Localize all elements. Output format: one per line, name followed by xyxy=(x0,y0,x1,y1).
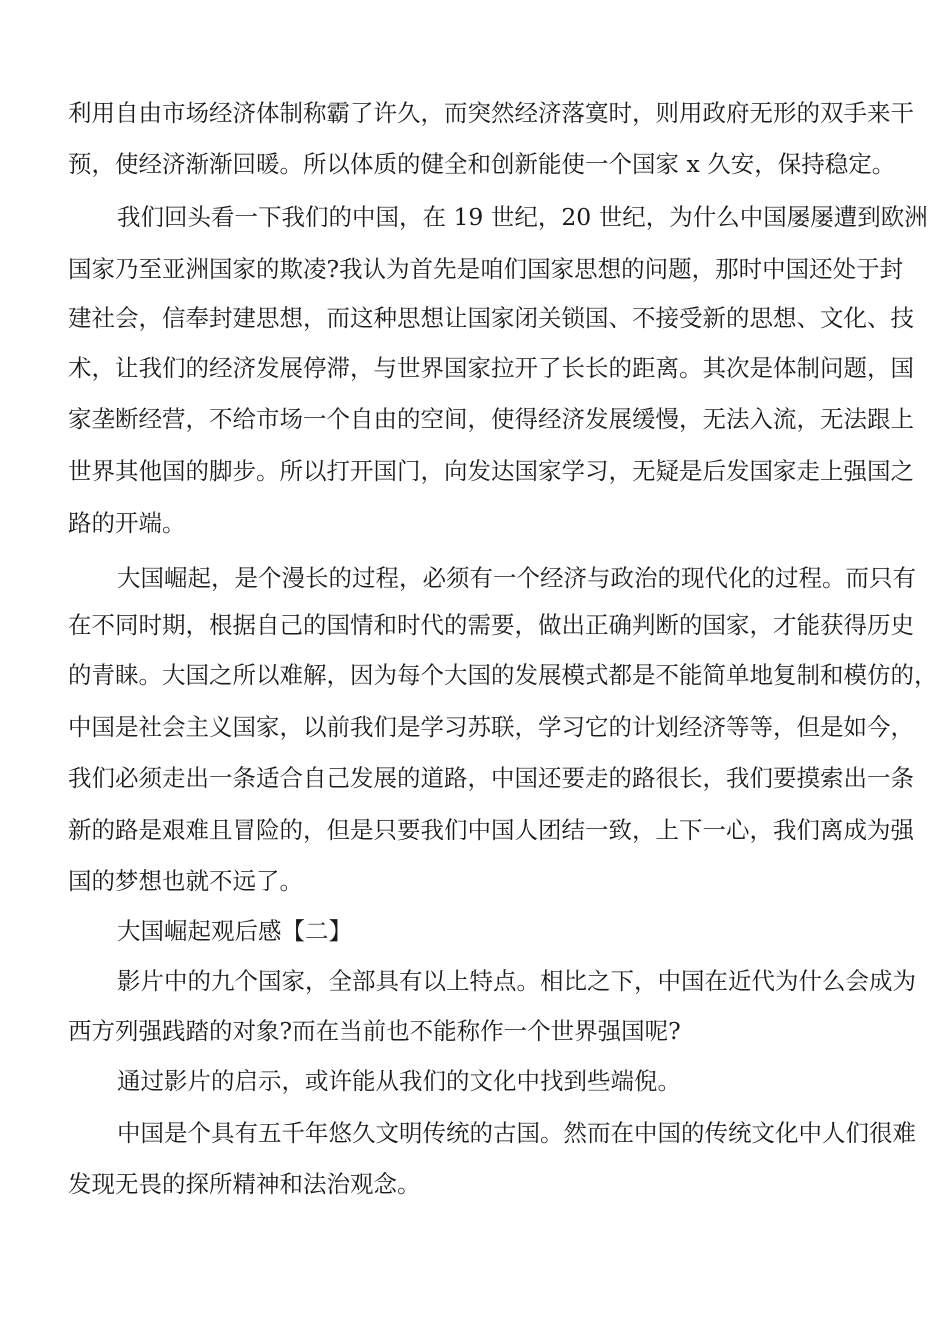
text-line: 我们必须走出一条适合自己发展的道路，中国还要走的路很长，我们要摸索出一条 xyxy=(68,764,914,792)
text-line: 中国是社会主义国家，以前我们是学习苏联，学习它的计划经济等等，但是如今， xyxy=(68,713,914,741)
paragraph-first-line: 影片中的九个国家，全部具有以上特点。相比之下，中国在近代为什么会成为 xyxy=(117,967,916,995)
text-line: 新的路是艰难且冒险的，但是只要我们中国人团结一致，上下一心，我们离成为强 xyxy=(68,816,914,844)
text-line: 国家乃至亚洲国家的欺凌?我认为首先是咱们国家思想的问题，那时中国还处于封 xyxy=(68,255,904,283)
text-line: 世界其他国的脚步。所以打开国门，向发达国家学习，无疑是后发国家走上强国之 xyxy=(68,457,914,485)
paragraph-first-line: 我们回头看一下我们的中国，在 19 世纪，20 世纪，为什么中国屡屡遭到欧洲 xyxy=(117,203,928,231)
text-line: 西方列强践踏的对象?而在当前也不能称作一个世界强国呢? xyxy=(68,1017,681,1045)
text-line: 建社会，信奉封建思想，而这种思想让国家闭关锁国、不接受新的思想、文化、技 xyxy=(68,304,914,332)
text-line: 发现无畏的探所精神和法治观念。 xyxy=(68,1170,421,1198)
text-line: 家垄断经营，不给市场一个自由的空间，使得经济发展缓慢，无法入流，无法跟上 xyxy=(68,405,914,433)
text-line: 预，使经济渐渐回暖。所以体质的健全和创新能使一个国家 x 久安，保持稳定。 xyxy=(68,150,896,178)
text-line: 路的开端。 xyxy=(68,509,186,537)
paragraph-first-line: 通过影片的启示，或许能从我们的文化中找到些端倪。 xyxy=(117,1067,681,1095)
text-line: 在不同时期，根据自己的国情和时代的需要，做出正确判断的国家，才能获得历史 xyxy=(68,611,914,639)
text-line: 的青睐。大国之所以难解，因为每个大国的发展模式都是不能简单地复制和模仿的， xyxy=(68,661,938,689)
text-line: 国的梦想也就不远了。 xyxy=(68,867,303,895)
text-line: 术，让我们的经济发展停滞，与世界国家拉开了长长的距离。其次是体制问题，国 xyxy=(68,354,914,382)
paragraph-first-line: 中国是个具有五千年悠久文明传统的古国。然而在中国的传统文化中人们很难 xyxy=(117,1119,916,1147)
paragraph-first-line: 大国崛起，是个漫长的过程，必须有一个经济与政治的现代化的过程。而只有 xyxy=(117,564,916,592)
section-heading: 大国崛起观后感【二】 xyxy=(117,917,352,945)
text-line: 利用自由市场经济体制称霸了许久，而突然经济落寞时，则用政府无形的双手来干 xyxy=(68,99,914,127)
